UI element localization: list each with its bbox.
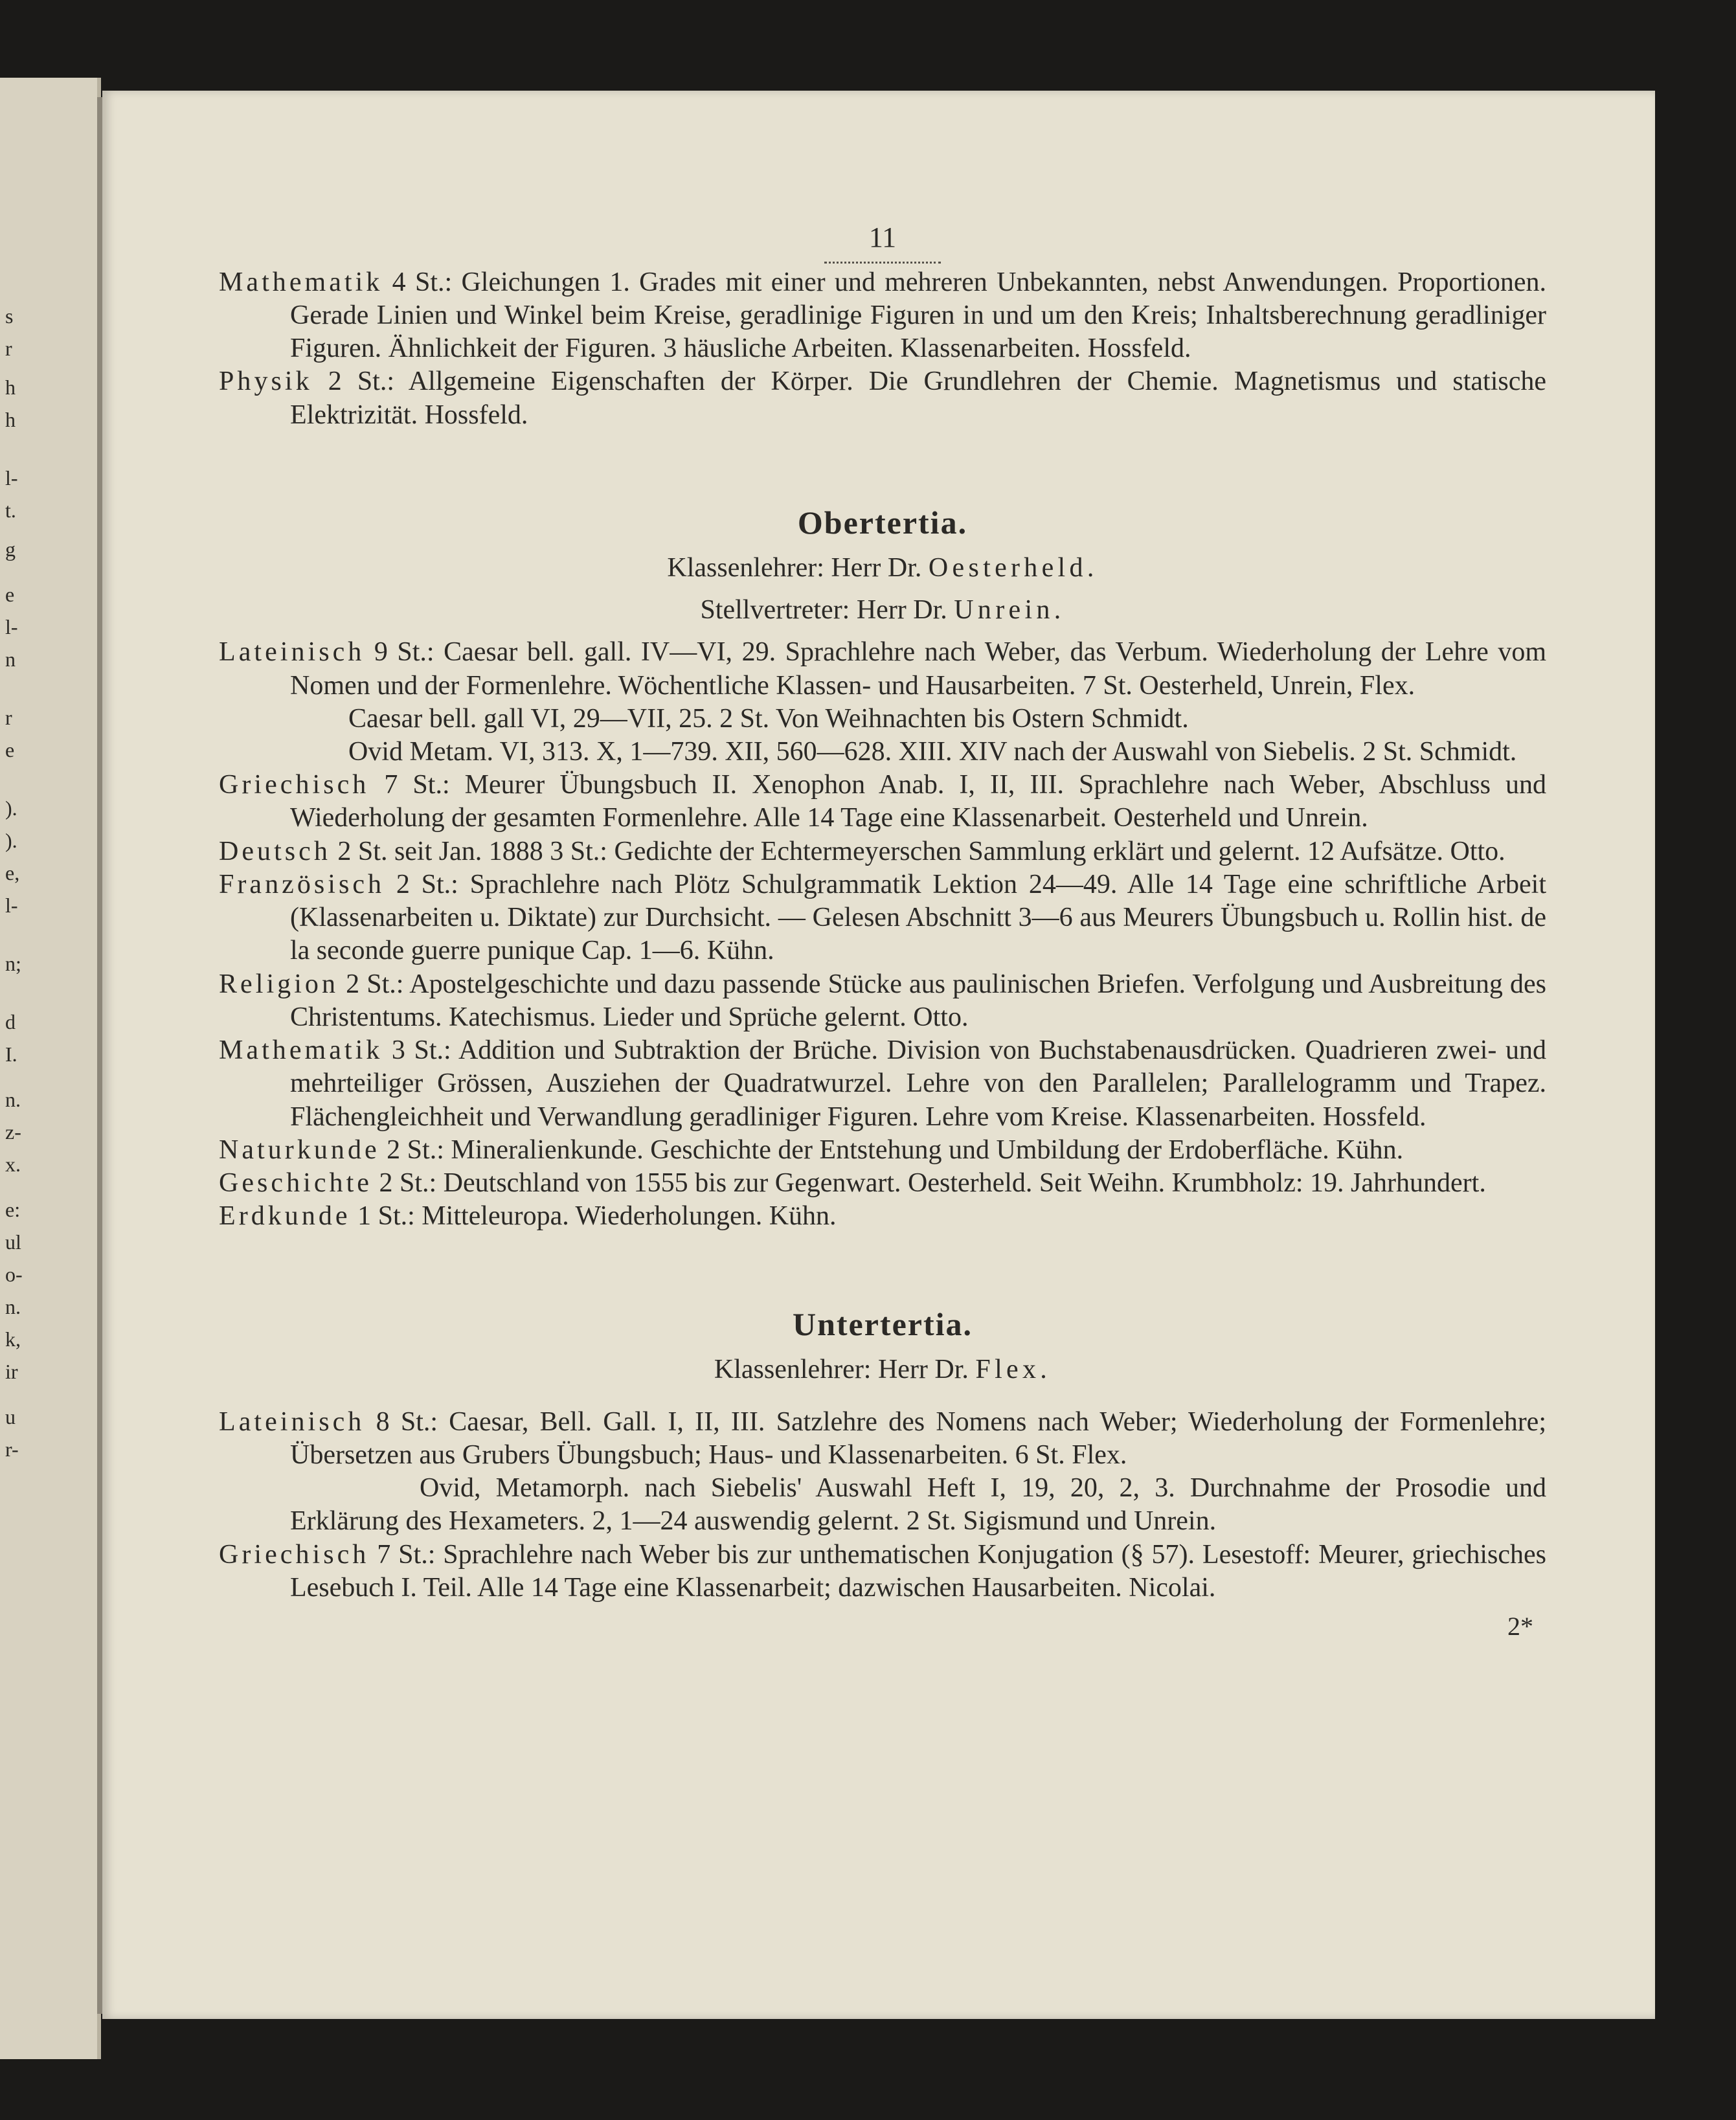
entry-text: 2 St.: Sprachlehre nach Plötz Schulgrammatik Lektion 24—49. Alle 14 Tage eine schriftliche Arbeit (Klassenarbeiten u. Diktate) zur Durchsicht. — Gelesen Abschnitt 3—6 aus Meurers Übungsbuch u. Rollin hist. de la seconde guerre punique Cap. 1—6. Kühn.: [290, 869, 1546, 966]
entry-griechisch-untertertia: [219, 1539, 1546, 1605]
facing-page-fragment: k,: [5, 1327, 21, 1351]
obertertia-subject-list: [219, 769, 1546, 1233]
entry-subject: [219, 1034, 1546, 1134]
entry-subject: [219, 769, 1546, 835]
facing-page-fragment: n.: [5, 1088, 21, 1111]
facing-page: [0, 78, 101, 2059]
subject-label: Naturkunde: [219, 1134, 380, 1165]
subject-label: Geschichte: [219, 1168, 372, 1199]
entry-physik: [219, 365, 1546, 431]
entry-continuation: Ovid, Metamorph. nach Siebelis' Auswahl Heft I, 19, 20, 2, 3. Durchnahme der Prosodie und Erklärung des Hexameters. 2, 1—24 auswendig gelernt. 2 St. Sigismund und Unrein.: [290, 1473, 1546, 1537]
facing-page-fragment: l-: [5, 615, 18, 638]
entry-subject: [219, 868, 1546, 968]
facing-page-fragment: n: [5, 648, 16, 671]
entry-lateinisch-untertertia: [219, 1406, 1546, 1472]
subject-label: Religion: [219, 969, 339, 999]
subject-label: Physik: [219, 366, 313, 397]
facing-page-fragment: x.: [5, 1153, 21, 1176]
facing-page-fragment: ir: [5, 1360, 18, 1383]
class-teacher-line: [219, 552, 1546, 585]
entry-text: 2 St.: Apostelgeschichte und dazu passende Stücke aus paulinischen Briefen. Verfolgung und Ausbreitung des Christentums. Katechismus. Lieder und Sprüche gelernt. Otto.: [290, 969, 1546, 1032]
facing-page-fragment: l-: [5, 894, 18, 917]
facing-page-fragment: n;: [5, 952, 21, 975]
entry-continuation: Caesar bell. gall VI, 29—VII, 25. 2 St. Von Weihnachten bis Ostern Schmidt.: [348, 703, 1189, 734]
printer-signature: 2*: [1507, 1612, 1533, 1641]
facing-page-fragment: e: [5, 738, 15, 761]
entry-text: 2 St.: Allgemeine Eigenschaften der Körper. Die Grundlehren der Chemie. Magnetismus und statische Elektrizität. Hossfeld.: [290, 366, 1546, 430]
facing-page-fragment: r: [5, 706, 12, 729]
facing-page-fragment: ).: [5, 796, 17, 820]
entry-continuation: Ovid Metam. VI, 313. X, 1—739. XII, 560—628. XIII. XIV nach der Auswahl von Siebelis. 2 St. Schmidt.: [348, 737, 1517, 767]
subject-label: Lateinisch: [219, 637, 365, 668]
page-number-ornament: [824, 256, 941, 264]
entry-subject: [219, 1200, 1546, 1233]
deputy-label: Stellvertreter: Herr Dr.: [700, 595, 947, 626]
entry-text: 2 St.: Deutschland von 1555 bis zur Gegenwart. Oesterheld. Seit Weihn. Krumbholz: 19. Jahrhundert.: [372, 1168, 1486, 1199]
entry-text: 2 St. seit Jan. 1888 3 St.: Gedichte der Echtermeyerschen Sammlung erklärt und gelernt. 12 Aufsätze. Otto.: [330, 836, 1505, 866]
facing-page-fragment: r-: [5, 1438, 19, 1461]
entry-subject: [219, 835, 1546, 868]
subject-label: Mathematik: [219, 1035, 383, 1066]
subject-label: Griechisch: [219, 1539, 370, 1570]
facing-page-fragment: r: [5, 337, 12, 360]
facing-page-fragment: n.: [5, 1295, 21, 1318]
entry-subject: [219, 1167, 1546, 1200]
class-teacher-line: [219, 1353, 1546, 1386]
entry-text: 9 St.: Caesar bell. gall. IV—VI, 29. Sprachlehre nach Weber, das Verbum. Wiederholung der Lehre vom Nomen und der Formenlehre. Wöchentliche Klassen- und Hausarbeiten. 7 St. Oesterheld, Unrein, Flex.: [290, 637, 1546, 701]
document-page: [102, 91, 1655, 2019]
facing-page-fragment: ).: [5, 829, 17, 852]
facing-page-fragment: l-: [5, 466, 18, 490]
facing-page-text: [0, 78, 97, 2059]
entry-lateinisch-obertertia: [219, 636, 1546, 702]
class-teacher-name: Flex.: [975, 1354, 1052, 1384]
entry-subject: [219, 968, 1546, 1034]
entry-text: 7 St.: Sprachlehre nach Weber bis zur unthematischen Konjugation (§ 57). Lesestoff: Meurer, griechisches Lesebuch I. Teil. Alle 14 Tage eine Klassenarbeit; dazwischen Hausarbeiten. Nicolai.: [290, 1539, 1546, 1603]
facing-page-fragment: I.: [5, 1043, 17, 1066]
subject-label: Erdkunde: [219, 1201, 351, 1232]
entry-text: 3 St.: Addition und Subtraktion der Brüche. Division von Buchstabenausdrücken. Quadrieren zwei- und mehrteiliger Grössen, Ausziehen der Quadratwurzel. Lehre von den Parallelen; Parallelogramm und Trapez. Flächengleichheit und Verwandlung geradliniger Figuren. Lehre vom Kreise. Klassenarbeiten. Hossfeld.: [290, 1035, 1546, 1132]
subject-label: Deutsch: [219, 836, 331, 866]
class-teacher-label: Klassenlehrer: Herr Dr.: [714, 1354, 969, 1384]
class-teacher-name: Oesterheld.: [928, 552, 1098, 583]
facing-page-fragment: ul: [5, 1230, 21, 1254]
facing-page-fragment: h: [5, 408, 16, 431]
facing-page-fragment: t.: [5, 499, 16, 522]
deputy-name: Unrein.: [954, 595, 1065, 626]
entry-text: 7 St.: Meurer Übungsbuch II. Xenophon Anab. I, II, III. Sprachlehre nach Weber, Abschluss und Wiederholung der gesamten Formenlehre. Alle 14 Tage eine Klassenarbeit. Oesterheld und Unrein.: [290, 770, 1546, 833]
entry-subject: [219, 1134, 1546, 1167]
deputy-line: [219, 594, 1546, 627]
facing-page-fragment: h: [5, 376, 16, 399]
subject-label: Mathematik: [219, 267, 383, 297]
class-teacher-label: Klassenlehrer: Herr Dr.: [667, 552, 922, 583]
page-number: [219, 220, 1546, 264]
section-heading-obertertia: Obertertia.: [797, 504, 968, 541]
facing-page-fragment: d: [5, 1010, 16, 1033]
page-number-text: 11: [868, 221, 897, 253]
facing-page-fragment: e:: [5, 1198, 21, 1221]
entry-mathematik-top: [219, 266, 1546, 366]
entry-text: 2 St.: Mineralienkunde. Geschichte der Entstehung und Umbildung der Erdoberfläche. Kühn.: [379, 1134, 1404, 1165]
entry-text: 1 St.: Mitteleuropa. Wiederholungen. Kühn.: [350, 1201, 837, 1232]
entry-text: 8 St.: Caesar, Bell. Gall. I, II, III. Satzlehre des Nomens nach Weber; Wiederholung der Formenlehre; Übersetzen aus Grubers Übungsbuch; Haus- und Klassenarbeiten. 6 St. Flex.: [290, 1406, 1546, 1470]
facing-page-fragment: e: [5, 583, 15, 606]
facing-page-fragment: e,: [5, 861, 20, 885]
page-content: [219, 220, 1546, 1643]
facing-page-fragment: o-: [5, 1263, 23, 1286]
subject-label: Griechisch: [219, 770, 370, 800]
subject-label: Französisch: [219, 869, 385, 899]
facing-page-fragment: z-: [5, 1120, 21, 1144]
facing-page-fragment: g: [5, 537, 16, 561]
subject-label: Lateinisch: [219, 1406, 365, 1437]
facing-page-fragment: s: [5, 304, 14, 328]
section-heading-untertertia: Untertertia.: [792, 1305, 973, 1342]
facing-page-fragment: u: [5, 1405, 16, 1428]
entry-text: 4 St.: Gleichungen 1. Grades mit einer und mehreren Unbekannten, nebst Anwendungen. Proportionen. Gerade Linien und Winkel beim Kreise, geradlinige Figuren in und um den Kreis; Inhaltsberechnung geradliniger Figuren. Ähnlichkeit der Figuren. 3 häusliche Arbeiten. Klassenarbeiten. Hossfeld.: [290, 267, 1546, 364]
